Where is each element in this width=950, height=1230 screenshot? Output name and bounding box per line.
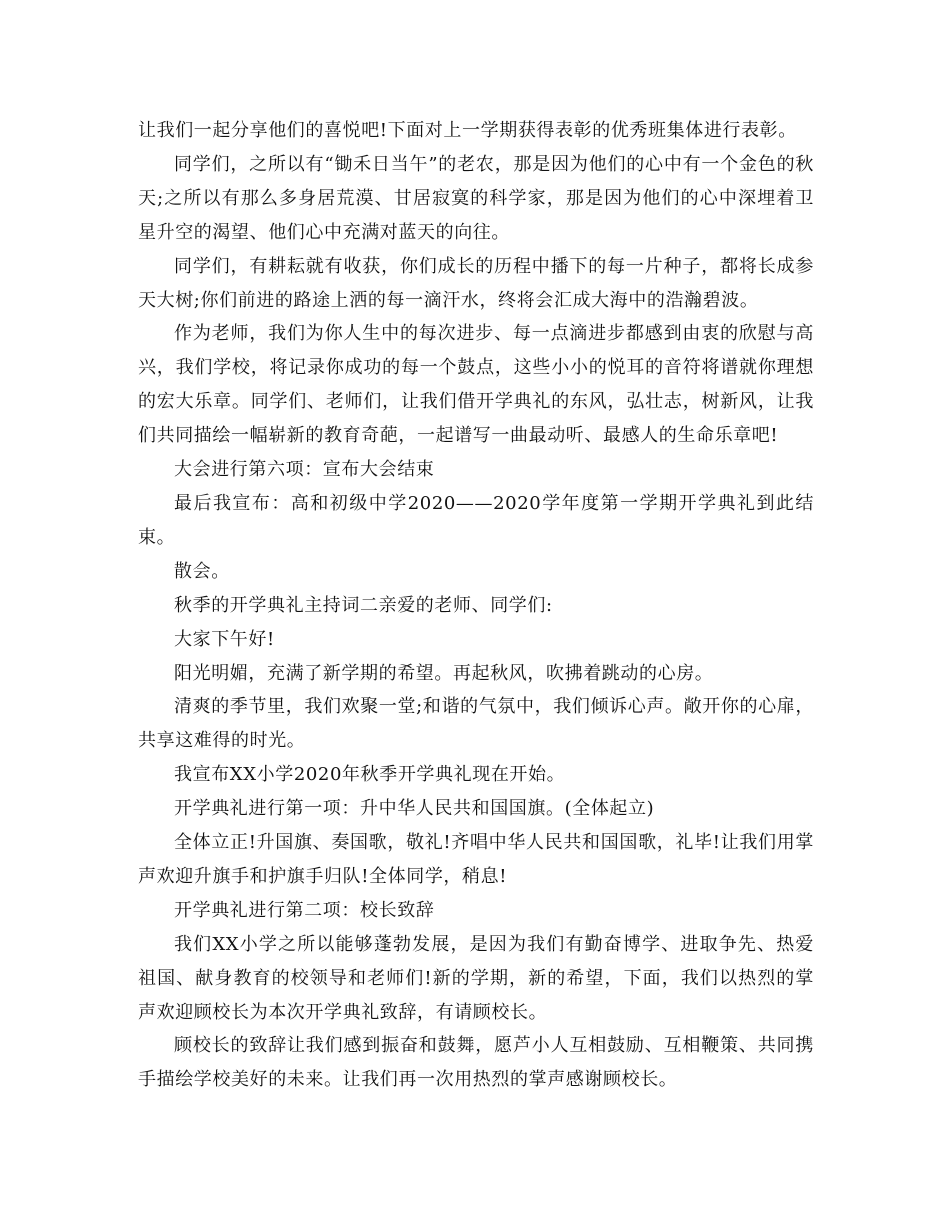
paragraph-5: 大会进行第六项：宣布大会结束 [174, 459, 435, 481]
paragraph-17: 顾校长的致辞让我们感到振奋和鼓舞，愿芦小人互相鼓励、互相鞭策、共同携手描绘学校美好的未来。让我们再一次用热烈的掌声感谢顾校长。 [138, 1035, 814, 1091]
paragraph-11: 清爽的季节里，我们欢聚一堂;和谐的气氛中，我们倾诉心声。敞开你的心扉，共享这难得的时光。 [138, 696, 814, 752]
paragraph-2: 同学们，之所以有“锄禾日当午”的老农，那是因为他们的心中有一个金色的秋天;之所以有那么多身居荒漠、甘居寂寞的科学家，那是因为他们的心中深埋着卫星升空的渴望、他们心中充满对蓝天的向往。 [138, 153, 814, 243]
paragraph-6: 最后我宣布：高和初级中学2020——2020学年度第一学期开学典礼到此结束。 [138, 492, 814, 548]
paragraph-16: 我们XX小学之所以能够蓬勃发展，是因为我们有勤奋博学、进取争先、热爱祖国、献身教育的校领导和老师们!新的学期，新的希望，下面，我们以热烈的掌声欢迎顾校长为本次开学典礼致辞，有请顾校长。 [138, 933, 814, 1023]
paragraph-9: 大家下午好! [174, 628, 275, 650]
paragraph-3: 同学们，有耕耘就有收获，你们成长的历程中播下的每一片种子，都将长成参天大树;你们前进的路途上洒的每一滴汗水，终将会汇成大海中的浩瀚碧波。 [138, 255, 814, 311]
document-body [138, 114, 814, 1097]
paragraph-1: 让我们一起分享他们的喜悦吧!下面对上一学期获得表彰的优秀班集体进行表彰。 [138, 120, 797, 141]
paragraph-15: 开学典礼进行第二项：校长致辞 [174, 899, 435, 921]
paragraph-4: 作为老师，我们为你人生中的每次进步、每一点滴进步都感到由衷的欣慰与高兴，我们学校，将记录你成功的每一个鼓点，这些小小的悦耳的音符将谱就你理想的宏大乐章。同学们、老师们，让我们借开学典礼的东风，弘壮志，树新风，让我们共同描绘一幅崭新的教育奇葩，一起谱写一曲最动听、最感人的生命乐章吧! [138, 323, 814, 447]
paragraph-7: 散会。 [174, 560, 230, 582]
paragraph-10: 阳光明媚，充满了新学期的希望。再起秋风，吹拂着跳动的心房。 [174, 662, 714, 684]
paragraph-14: 全体立正!升国旗、奏国歌，敬礼!齐唱中华人民共和国国歌，礼毕!让我们用掌声欢迎升旗手和护旗手归队!全体同学，稍息! [138, 832, 814, 887]
paragraph-8: 秋季的开学典礼主持词二亲爱的老师、同学们: [174, 594, 553, 616]
paragraph-12: 我宣布XX小学2020年秋季开学典礼现在开始。 [174, 764, 566, 786]
paragraph-13: 开学典礼进行第一项：升中华人民共和国国旗。(全体起立) [174, 798, 655, 820]
